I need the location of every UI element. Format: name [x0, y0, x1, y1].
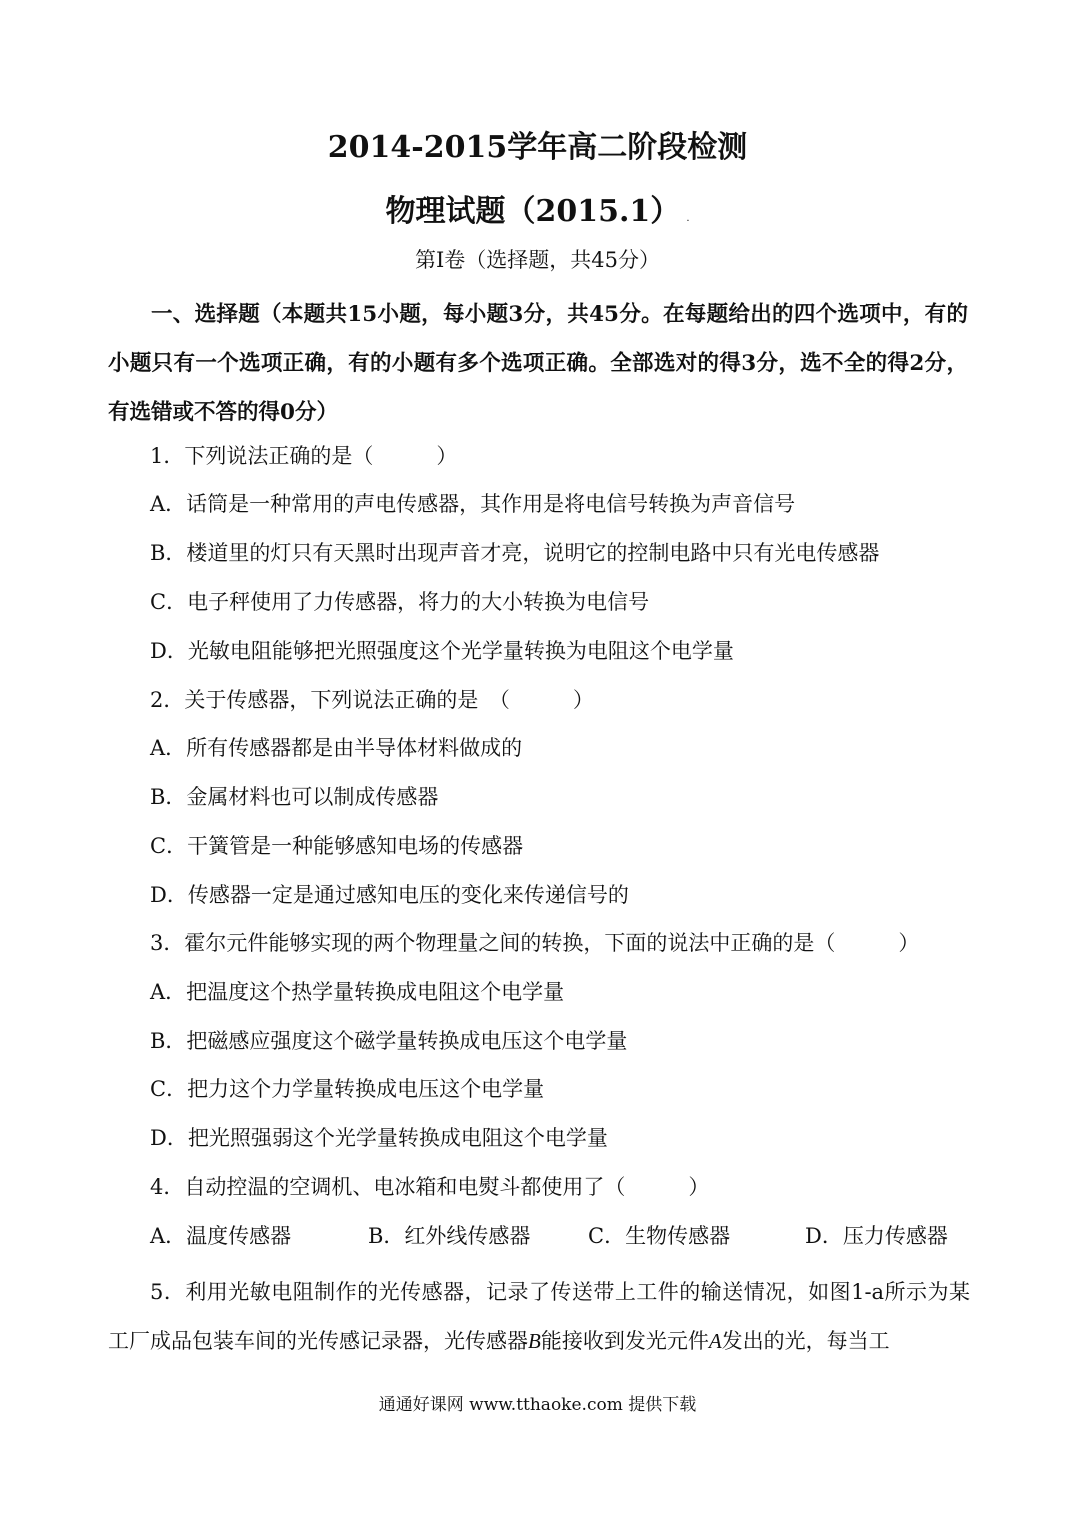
question-1-stem: 1．下列说法正确的是（ ） — [150, 444, 458, 468]
exam-title-subject — [0, 186, 1075, 230]
question-5-text-part3: 发出的光，每当工 — [721, 1329, 890, 1353]
exam-title-subject-text: 物理试题（2015.1） — [385, 194, 681, 229]
question-5-text-part2: 能接收到发光元件 — [540, 1329, 709, 1353]
section-heading-multiple-choice: 一、选择题（本题共15小题，每小题3分，共45分。在每题给出的四个选项中，有的小题只有一个选项正确，有的小题有多个选项正确。全部选对的得3分，选不全的得2分，有选错或不答的得0分） — [108, 302, 968, 425]
question-1-option-b: B．楼道里的灯只有天黑时出现声音才亮，说明它的控制电路中只有光电传感器 — [150, 541, 880, 565]
exam-title-year: 2014-2015学年高二阶段检测 — [327, 130, 748, 165]
question-2-stem: 2．关于传感器，下列说法正确的是 （ ） — [150, 688, 594, 712]
question-5-stem — [108, 1268, 970, 1366]
question-3-option-c: C．把力这个力学量转换成电压这个电学量 — [150, 1077, 545, 1101]
question-1-option-d: D．光敏电阻能够把光照强度这个光学量转换为电阻这个电学量 — [150, 639, 734, 663]
question-2-option-a: A．所有传感器都是由半导体材料做成的 — [150, 736, 523, 760]
question-5-text-part1: 5．利用光敏电阻制作的光传感器，记录了传送带上工件的输送情况，如图1-a所示为某工厂成品包装车间的光传感记录器，光传感器 — [108, 1280, 970, 1353]
question-4-option-d: D．压力传感器 — [805, 1224, 948, 1248]
question-2-option-d: D．传感器一定是通过感知电压的变化来传递信号的 — [150, 883, 629, 907]
page-footer: 通通好课网 www.tthaoke.com 提供下载 — [378, 1395, 697, 1415]
title-stray-mark: . — [686, 213, 690, 224]
part-one-subtitle: 第Ⅰ卷（选择题，共45分） — [414, 248, 661, 272]
sensor-label-b: B — [528, 1329, 541, 1353]
question-3-option-d: D．把光照强弱这个光学量转换成电阻这个电学量 — [150, 1126, 608, 1150]
question-1-option-c: C．电子秤使用了力传感器，将力的大小转换为电信号 — [150, 590, 650, 614]
question-2-option-b: B．金属材料也可以制成传感器 — [150, 785, 439, 809]
question-4-stem: 4．自动控温的空调机、电冰箱和电熨斗都使用了（ ） — [150, 1175, 710, 1199]
question-4-option-c: C．生物传感器 — [588, 1224, 731, 1248]
question-2-option-c: C．干簧管是一种能够感知电场的传感器 — [150, 834, 524, 858]
emitter-label-a: A — [708, 1329, 722, 1353]
question-3-stem: 3．霍尔元件能够实现的两个物理量之间的转换，下面的说法中正确的是（ ） — [150, 931, 920, 955]
question-1-option-a: A．话筒是一种常用的声电传感器，其作用是将电信号转换为声音信号 — [150, 492, 796, 516]
question-3-option-a: A．把温度这个热学量转换成电阻这个电学量 — [150, 980, 565, 1004]
question-4-option-b: B．红外线传感器 — [368, 1224, 531, 1248]
question-4-option-a: A．温度传感器 — [150, 1224, 292, 1248]
question-3-option-b: B．把磁感应强度这个磁学量转换成电压这个电学量 — [150, 1029, 628, 1053]
